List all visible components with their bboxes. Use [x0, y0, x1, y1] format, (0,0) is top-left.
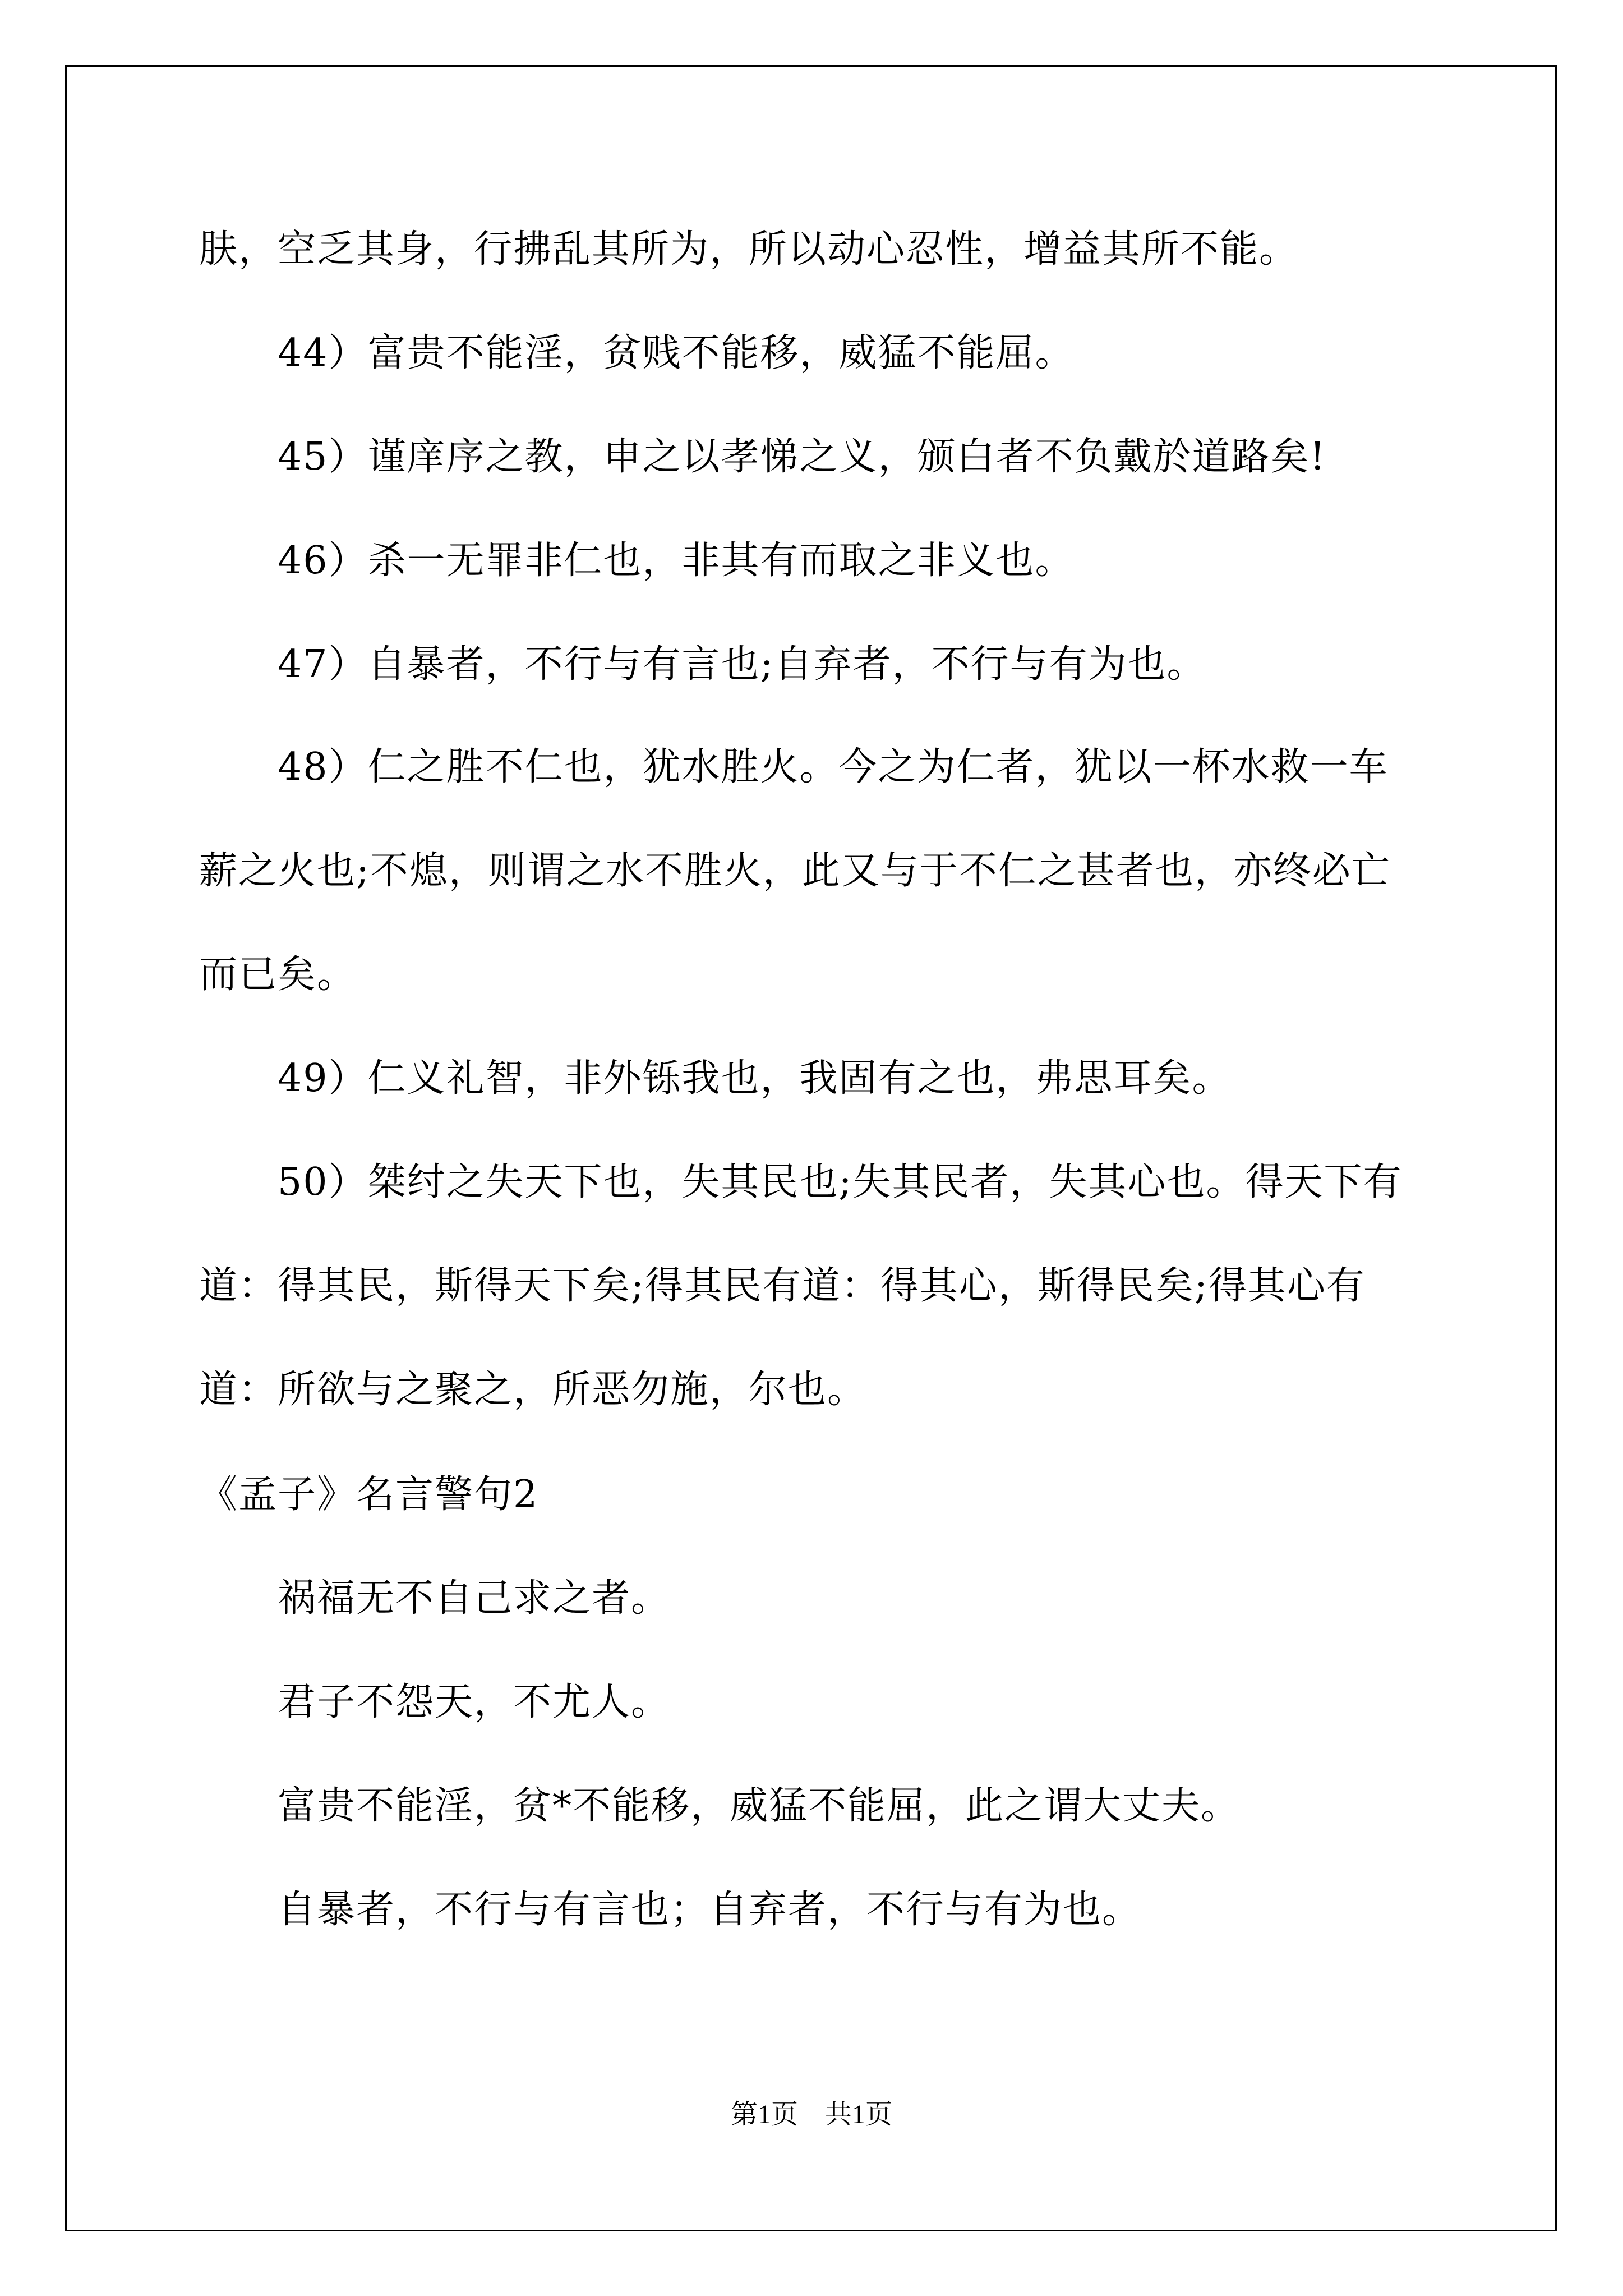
page-footer: 第1页 共1页 [730, 2100, 892, 2129]
text-line: 44）富贵不能淫，贫贱不能移，威猛不能屈。 [278, 331, 1075, 375]
text-line: 君子不怨天，不尤人。 [278, 1680, 671, 1724]
text-line: 薪之火也;不熄，则谓之水不胜火，此又与于不仁之甚者也，亦终必亡 [199, 849, 1391, 893]
text-line: 49）仁义礼智，非外铄我也，我固有之也，弗思耳矣。 [278, 1056, 1232, 1101]
text-line: 自暴者，不行与有言也；自弃者，不行与有为也。 [278, 1888, 1142, 1932]
text-line: 祸福无不自己求之者。 [278, 1576, 671, 1621]
text-line: 道：得其民，斯得天下矣;得其民有道：得其心，斯得民矣;得其心有 [199, 1264, 1366, 1308]
section-heading: 《孟子》名言警句2 [199, 1473, 539, 1517]
text-line: 而已矣。 [199, 953, 357, 997]
text-line: 48）仁之胜不仁也，犹水胜火。今之为仁者，犹以一杯水救一车 [278, 745, 1389, 789]
text-line: 50）桀纣之失天下也，失其民也;失其民者，失其心也。得天下有 [278, 1160, 1403, 1204]
text-line: 46）杀一无罪非仁也，非其有而取之非义也。 [278, 539, 1075, 583]
text-line: 47）自暴者，不行与有言也;自弃者，不行与有为也。 [278, 642, 1206, 687]
text-line: 富贵不能淫，贫*不能移，威猛不能屈，此之谓大丈夫。 [278, 1784, 1241, 1828]
text-line: 道：所欲与之聚之，所恶勿施，尔也。 [199, 1368, 867, 1412]
text-line: 肤，空乏其身，行拂乱其所为，所以动心忍性，增益其所不能。 [199, 227, 1299, 272]
text-line: 45）谨庠序之教，申之以孝悌之义，颁白者不负戴於道路矣! [278, 435, 1326, 479]
